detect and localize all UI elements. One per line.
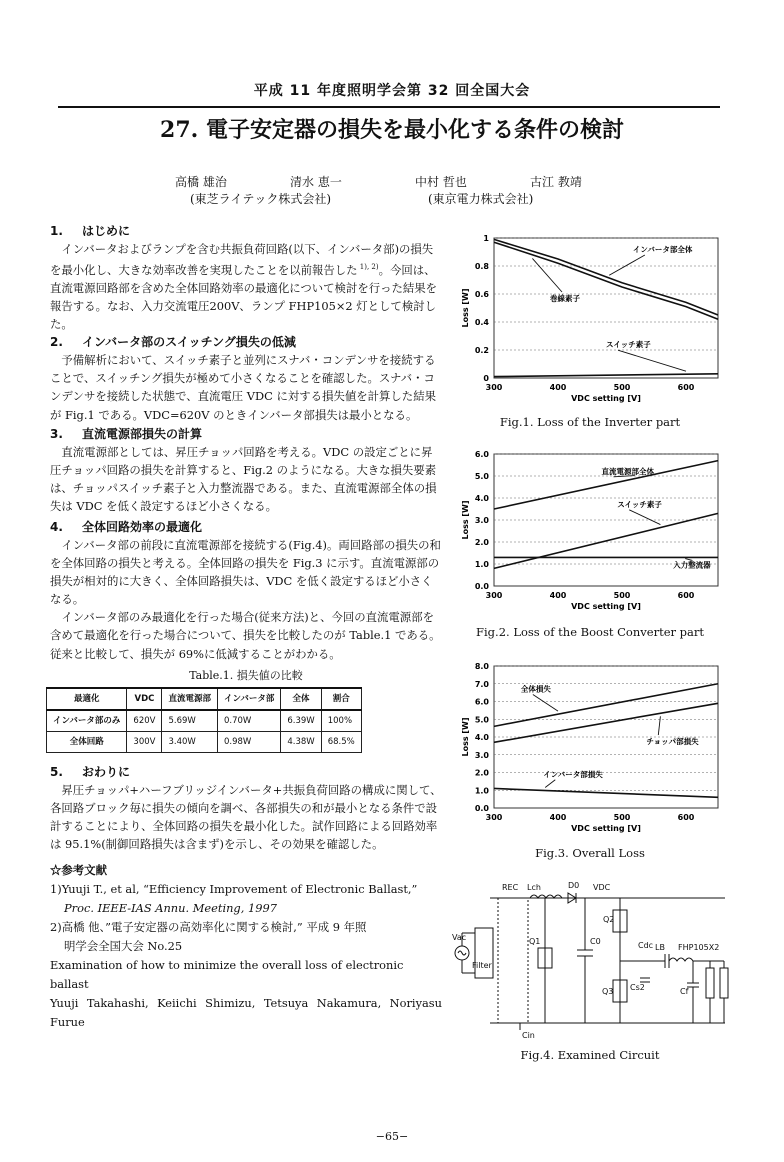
x-axis-label: VDC setting [V]	[571, 394, 641, 403]
fig2-caption: Fig.2. Loss of the Boost Converter part	[476, 625, 704, 639]
series-arrow	[618, 350, 686, 371]
author-3: 中村 哲也	[415, 175, 467, 189]
reference-item-cont: Proc. IEEE-IAS Annu. Meeting, 1997	[64, 901, 277, 916]
label-c0: C0	[590, 937, 601, 946]
fig4-caption: Fig.4. Examined Circuit	[520, 1048, 660, 1062]
table-title: Table.1. 損失値の比較	[189, 668, 303, 682]
table-row	[47, 710, 362, 732]
y-tick-label: 7.0	[474, 679, 489, 689]
table-header-cell: VDC	[127, 688, 162, 710]
table-cell: 0.70W	[217, 710, 280, 732]
y-tick-label: 6.0	[474, 697, 489, 707]
x-tick-label: 600	[677, 383, 695, 392]
y-tick-label: 3.0	[474, 516, 489, 525]
left-column	[50, 222, 442, 1032]
affiliation-2: (東京電力株式会社)	[428, 192, 534, 206]
table-cell: インバータ部のみ	[47, 710, 127, 732]
fig1-caption: Fig.1. Loss of the Inverter part	[499, 415, 681, 429]
reference-item: 1)Yuuji T., et al, “Efficiency Improvement of Electronic Ballast,”	[50, 882, 418, 897]
x-axis-label: VDC setting [V]	[571, 602, 641, 611]
x-tick-label: 400	[549, 383, 567, 392]
x-tick-label: 500	[613, 383, 631, 392]
series-arrow	[609, 255, 645, 275]
section-heading: 1. はじめに	[50, 224, 131, 238]
table-header-row	[47, 688, 362, 710]
y-axis-label: Loss [W]	[461, 500, 470, 540]
y-tick-label: 0.8	[474, 262, 489, 271]
y-axis-label: Loss [W]	[461, 717, 470, 757]
x-tick-label: 500	[613, 813, 631, 822]
table-row	[47, 731, 362, 752]
table-header-cell: インバータ部	[217, 688, 280, 710]
reference-item: 2)高橋 他、”電子安定器の高効率化に関する検討,” 平成 9 年照	[50, 920, 367, 935]
series-label: 全体損失	[520, 684, 551, 694]
series-label: スイッチ素子	[617, 499, 662, 509]
table-cell: 3.40W	[162, 731, 218, 752]
references-heading: ☆参考文献	[50, 863, 107, 878]
series-label: インバータ部損失	[543, 769, 603, 779]
label-lb: LB	[655, 943, 665, 952]
series-line	[494, 788, 718, 797]
y-tick-label: 0.2	[474, 346, 489, 355]
x-tick-label: 300	[485, 383, 503, 392]
y-tick-label: 3.0	[474, 750, 489, 760]
page-number: −65−	[375, 1130, 409, 1143]
y-tick-label: 0.4	[474, 318, 489, 327]
references	[50, 861, 442, 956]
y-tick-label: 1	[483, 234, 489, 243]
label-q1: Q1	[529, 937, 541, 946]
y-tick-label: 8.0	[474, 662, 489, 671]
table-cell: 300V	[127, 731, 162, 752]
y-tick-label: 4.0	[474, 733, 489, 742]
fig3-caption: Fig.3. Overall Loss	[535, 846, 645, 860]
y-tick-label: 1.0	[474, 560, 489, 569]
x-tick-label: 400	[549, 591, 567, 600]
section-heading: 5. おわりに	[50, 765, 131, 780]
series-arrow	[533, 695, 558, 712]
lamp-2	[720, 968, 728, 998]
loss-table	[46, 687, 362, 753]
label-rec: REC	[502, 883, 519, 892]
paragraph: 予備解析において、スイッチ素子と並列にスナバ・コンデンサを接続することで、スイッチング損失が極めて小さくなることを確認した。スナバ・コンデンサを接続した状態で、直流電圧 VDC に対する損失値を計算した結果が Fig.1 である。VDC=620V のときインバータ部損失は最小となる。	[50, 353, 436, 422]
label-lch: Lch	[527, 883, 541, 892]
x-tick-label: 400	[549, 813, 567, 822]
series-line	[494, 374, 718, 377]
english-authors: Yuuji Takahashi, Keiichi Shimizu, Tetsuya Nakamura, Noriyasu Furue	[50, 996, 442, 1030]
series-label: スイッチ素子	[606, 340, 651, 350]
label-q2: Q2	[603, 915, 615, 924]
fig2-chart	[456, 448, 724, 620]
plot-frame	[494, 238, 718, 378]
series-arrow	[629, 510, 660, 525]
x-tick-label: 300	[485, 591, 503, 600]
reference-item-cont: 明学会全国大会 No.25	[64, 939, 183, 954]
english-abstract	[50, 956, 442, 1032]
table-header-cell: 全体	[281, 688, 321, 710]
author-4: 古江 教靖	[530, 175, 582, 189]
series-label: 入力整流器	[673, 560, 711, 570]
y-tick-label: 1.0	[474, 786, 489, 796]
rectifier-bridge	[498, 898, 528, 1023]
y-tick-label: 2.0	[474, 538, 489, 547]
y-tick-label: 5.0	[474, 715, 489, 725]
table-cell: 100%	[321, 710, 361, 732]
affiliation-1: (東芝ライテック株式会社)	[190, 192, 332, 206]
y-tick-label: 0.0	[474, 804, 489, 813]
paper-title: 27. 電子安定器の損失を最小化する条件の検討	[160, 117, 624, 143]
table-cell: 全体回路	[47, 731, 127, 752]
conference-header: 平成 11 年度照明学会第 32 回全国大会	[253, 83, 531, 99]
paragraph: インバータ部のみ最適化を行った場合(従来方法)と、今回の直流電源部を含めて最適化を行った場合について、損失を比較したのが Table.1 である。従来と比較して、損失が 69%に低減することがわかる。	[50, 610, 441, 661]
paragraph: 昇圧チョッパ+ハーフブリッジインバータ+共振負荷回路の構成に関して、各回路ブロック毎に損失の傾向を調べ、各部損失の和が最小となる条件で設計することにより、全体回路の損失を最小化した。試作回路による回路効率は 95.1%(制御回路損失は含まず)を示し、その効果を確認した。	[50, 783, 442, 852]
y-tick-label: 0.0	[474, 582, 489, 591]
y-axis-label: Loss [W]	[461, 288, 470, 328]
author-2: 清水 恵一	[290, 175, 342, 189]
label-cf: Cf	[680, 987, 689, 996]
english-title: Examination of how to minimize the overall loss of electronic ballast	[50, 958, 404, 992]
series-label: 巻線素子	[550, 294, 580, 303]
author-1: 高橋 雄治	[175, 175, 227, 189]
table-cell: 6.39W	[281, 710, 321, 732]
x-tick-label: 500	[613, 591, 631, 600]
table-cell: 68.5%	[321, 731, 361, 752]
ac-wave-glyph	[458, 951, 466, 955]
fig3-chart	[456, 660, 724, 842]
table-cell: 4.38W	[281, 731, 321, 752]
table-header-cell: 割合	[321, 688, 361, 710]
label-cs2: Cs2	[630, 983, 645, 992]
series-arrow	[545, 780, 555, 788]
x-tick-label: 600	[677, 813, 695, 822]
x-axis-label: VDC setting [V]	[571, 824, 641, 833]
x-tick-label: 300	[485, 813, 503, 822]
circuit-diagram	[450, 878, 750, 1044]
section-heading: 2. インバータ部のスイッチング損失の低減	[50, 335, 296, 350]
label-d0: D0	[568, 881, 580, 890]
label-vac: Vac	[452, 933, 467, 942]
series-label: 直流電源部全体	[601, 466, 655, 476]
filter-block	[475, 928, 493, 978]
y-tick-label: 0.6	[474, 290, 489, 299]
paragraph: 直流電源部としては、昇圧チョッパ回路を考える。VDC の設定ごとに昇圧チョッパ回路の損失を計算すると、Fig.2 のようになる。大きな損失要素は、チョッパスイッチ素子と入力整流器である。また、直流電源部全体の損失は VDC を低く設定するほど小さくなる。	[50, 444, 437, 513]
y-tick-label: 4.0	[474, 494, 489, 503]
label-cin: Cin	[522, 1031, 535, 1040]
table-cell: 5.69W	[162, 710, 218, 732]
table-header-cell: 直流電源部	[162, 688, 218, 710]
label-fhp: FHP105X2	[678, 943, 720, 952]
y-tick-label: 6.0	[474, 450, 489, 459]
section-heading: 4. 全体回路効率の最適化	[50, 520, 203, 535]
lamp-1	[706, 968, 714, 998]
fig1-chart	[456, 232, 724, 412]
y-tick-label: 0	[483, 374, 489, 383]
section-heading: 3. 直流電源部損失の計算	[50, 426, 203, 441]
inductor-lb	[669, 958, 693, 961]
series-label: チョッパ部損失	[646, 737, 699, 747]
series-label: インバータ部全体	[632, 245, 693, 254]
label-filter: Filter	[472, 961, 492, 970]
x-tick-label: 600	[677, 591, 695, 600]
paragraph: インバータおよびランプを含む共振負荷回路(以下、インバータ部)の損失を最小化し、大きな効率改善を実現したことを以前報告した $^{1), 2)}$。今回は、直流電源回路部を含めた全体回路効率の最適化について検討を行った結果を報告する。なお、入力交流電圧200V、ランプ FHP105×2 灯として検討した。	[50, 242, 438, 332]
label-cdc: Cdc	[638, 941, 654, 950]
table-cell: 0.98W	[217, 731, 280, 752]
label-q3: Q3	[602, 987, 614, 996]
y-tick-label: 5.0	[474, 472, 489, 481]
y-tick-label: 2.0	[474, 768, 489, 778]
table-header-cell: 最適化	[47, 688, 127, 710]
table-cell: 620V	[127, 710, 162, 732]
paragraph: インバータ部の前段に直流電源部を接続する(Fig.4)。両回路部の損失の和を全体回路の損失と考える。全体回路の損失を Fig.3 に示す。直流電源部の損失が相対的に大きく、全体回路損失は、VDC を低く設定するほど小さくなる。	[50, 538, 441, 607]
header-rule	[58, 106, 720, 108]
label-vdc: VDC	[593, 883, 611, 892]
